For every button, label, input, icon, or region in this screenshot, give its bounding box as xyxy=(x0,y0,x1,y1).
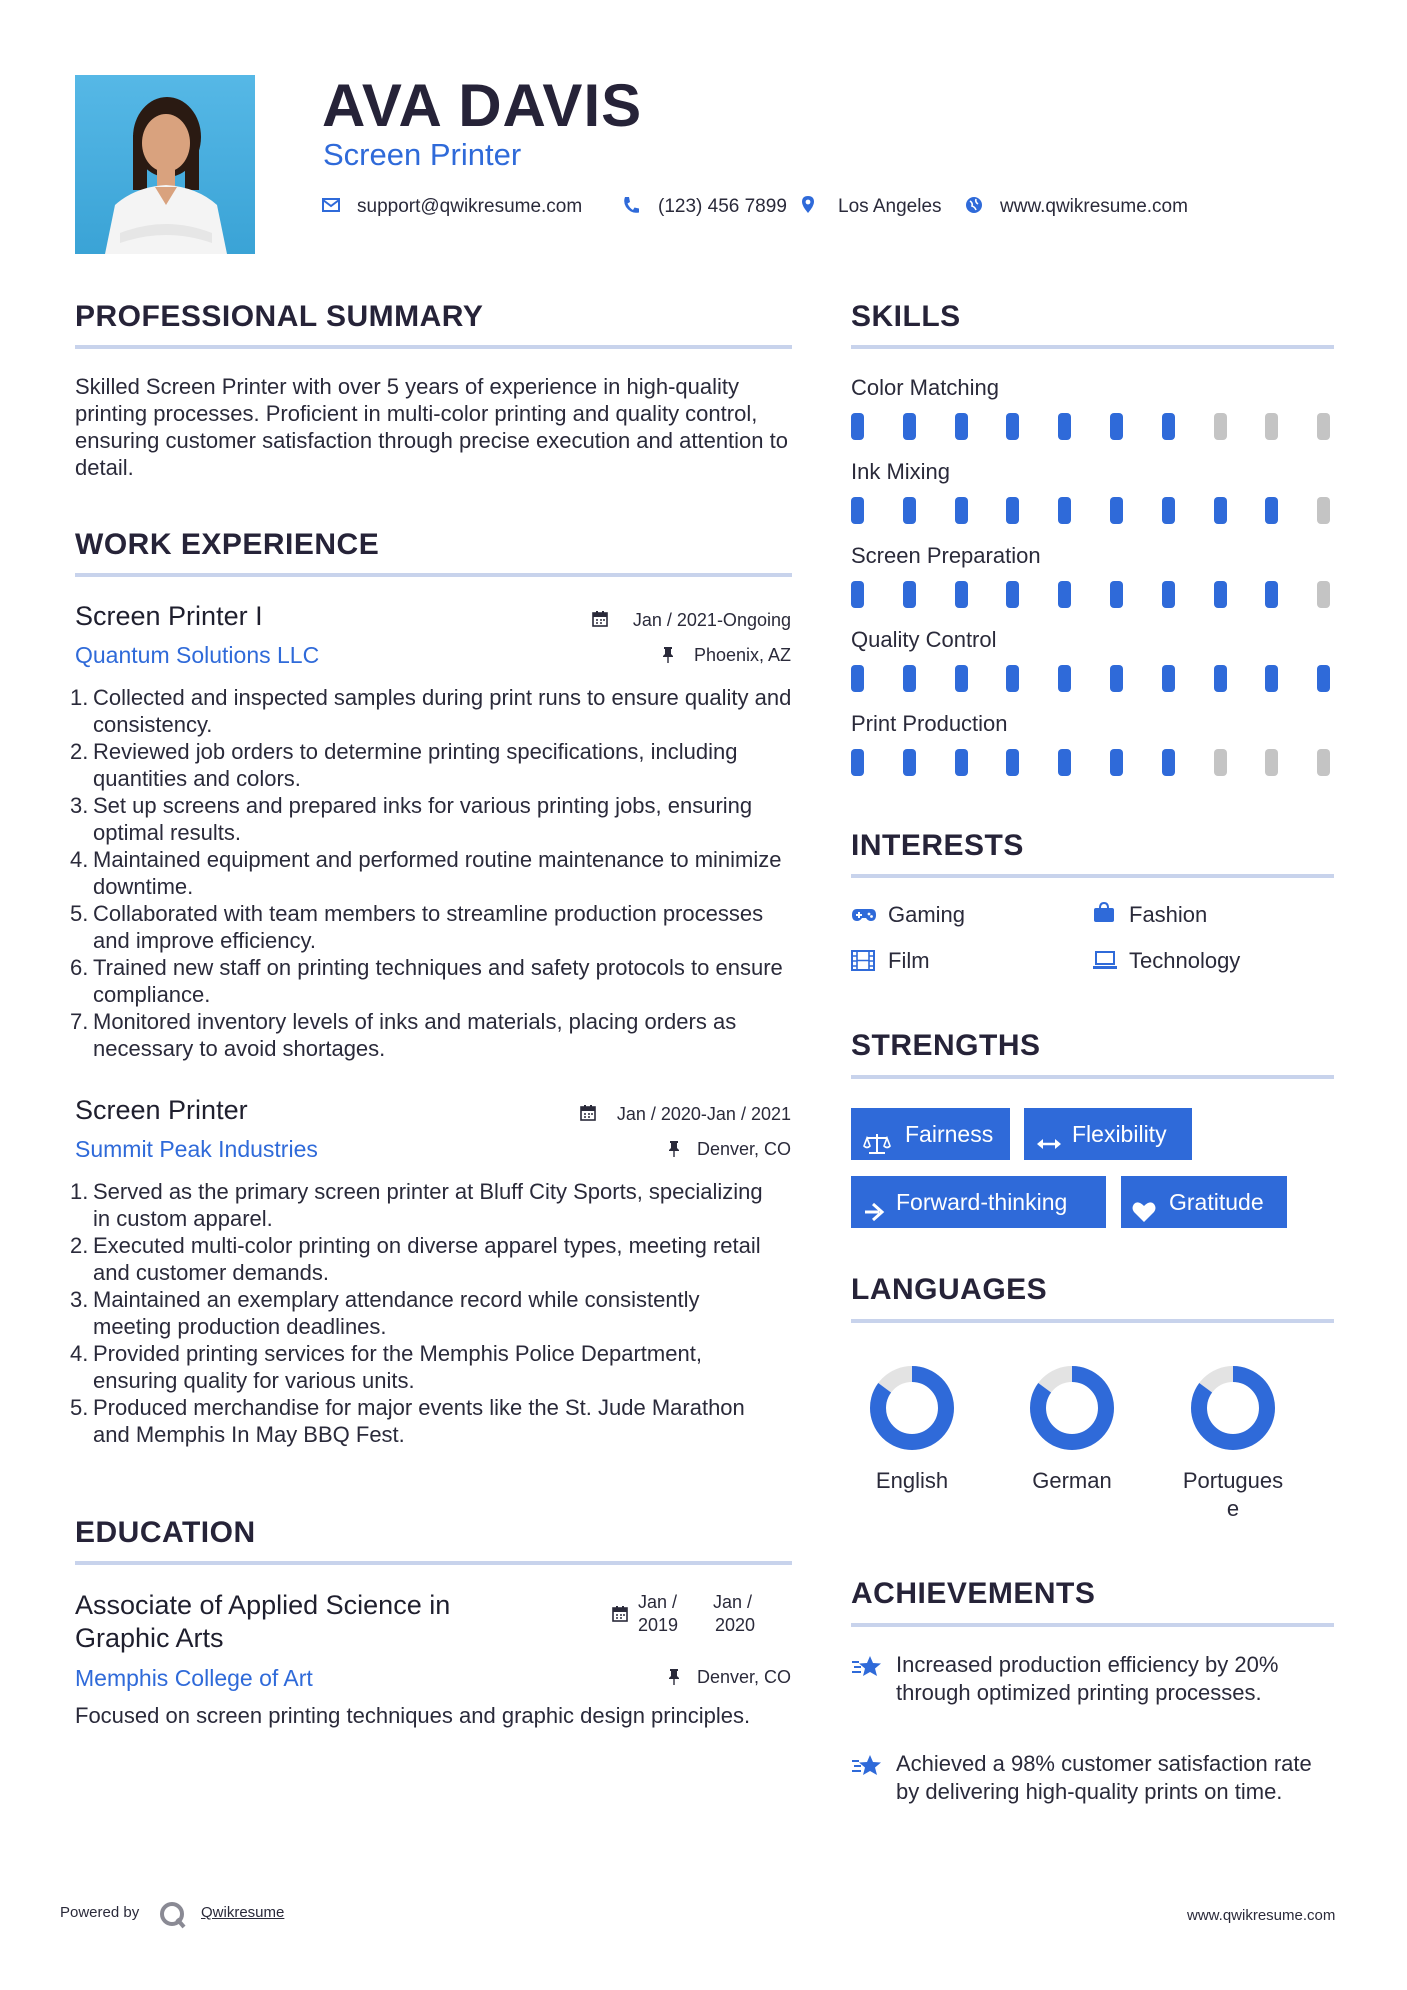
achievements-divider xyxy=(851,1623,1334,1627)
skill-dot-filled xyxy=(1214,497,1227,524)
brand-link[interactable]: Qwikresume xyxy=(201,1904,285,1921)
degree-title: Associate of Applied Science in Graphic Arts xyxy=(75,1590,451,1653)
calendar-icon xyxy=(612,1605,630,1623)
list-item: 3. Maintained an exemplary attendance record while consistently meeting production deadlines. xyxy=(70,1287,700,1339)
skill-dot-filled xyxy=(955,665,968,692)
language-label: English xyxy=(875,1468,949,1493)
laptop-icon xyxy=(1092,950,1118,972)
summary-divider xyxy=(75,345,792,349)
experience-divider xyxy=(75,573,792,577)
job-bullets xyxy=(70,1178,775,1448)
language-proficiency-ring xyxy=(862,1358,962,1458)
language-label: German xyxy=(1032,1468,1112,1493)
interest-label: Film xyxy=(888,948,930,973)
skill-dot-filled xyxy=(1110,497,1123,524)
skill-dot-filled xyxy=(903,497,916,524)
skill-dot-empty xyxy=(1214,749,1227,776)
skill-dot-filled xyxy=(1265,497,1278,524)
skill-dot-filled xyxy=(1058,413,1071,440)
skill-dot-filled xyxy=(851,581,864,608)
skill-dot-filled xyxy=(1265,665,1278,692)
skill-dot-filled xyxy=(851,749,864,776)
job-location: Phoenix, AZ xyxy=(693,645,791,665)
skill-dot-filled xyxy=(1162,665,1175,692)
education-start-month: Jan / xyxy=(638,1592,678,1612)
education-heading: EDUCATION xyxy=(75,1516,256,1549)
interest-label: Technology xyxy=(1129,948,1241,973)
language-label: Portugues e xyxy=(1182,1468,1284,1521)
skill-dot-empty xyxy=(1317,749,1330,776)
heart-icon xyxy=(1131,1190,1157,1214)
skill-dot-filled xyxy=(1214,581,1227,608)
candidate-name: AVA DAVIS xyxy=(322,72,643,139)
skill-dot-empty xyxy=(1317,497,1330,524)
skill-dot-filled xyxy=(903,665,916,692)
skill-dot-filled xyxy=(1110,413,1123,440)
skill-dot-filled xyxy=(903,749,916,776)
skill-dot-filled xyxy=(1162,413,1175,440)
arrow-right-icon xyxy=(863,1190,885,1214)
education-location: Denver, CO xyxy=(696,1667,791,1687)
list-item: 5. Produced merchandise for major events like the St. Jude Marathon and Memphis In May BBQ Fest. xyxy=(70,1395,745,1447)
language-proficiency-ring xyxy=(1022,1358,1122,1458)
company-name: Quantum Solutions LLC xyxy=(75,642,320,668)
contact-location: Los Angeles xyxy=(838,196,942,217)
pushpin-icon xyxy=(668,1668,682,1686)
education-description: Focused on screen printing techniques and graphic design principles. xyxy=(75,1703,751,1728)
pushpin-icon xyxy=(662,646,676,664)
skill-dot-empty xyxy=(1265,413,1278,440)
experience-heading: WORK EXPERIENCE xyxy=(75,528,380,561)
gamepad-icon xyxy=(851,905,877,927)
job-location: Denver, CO xyxy=(696,1139,791,1159)
job-dates: Jan / 2021-Ongoing xyxy=(632,610,791,630)
education-end-month: Jan / xyxy=(713,1592,753,1612)
skill-label: Print Production xyxy=(851,711,1008,736)
skill-dot-filled xyxy=(1317,665,1330,692)
skill-rating xyxy=(851,497,1341,525)
school-name: Memphis College of Art xyxy=(75,1665,313,1691)
strengths-heading: STRENGTHS xyxy=(851,1029,1041,1062)
skill-dot-filled xyxy=(1058,497,1071,524)
qwikresume-logo-icon xyxy=(158,1900,188,1930)
skill-dot-filled xyxy=(1058,665,1071,692)
education-divider xyxy=(75,1561,792,1565)
skill-dot-filled xyxy=(1110,665,1123,692)
shooting-star-icon xyxy=(851,1653,883,1681)
list-item: 4. Provided printing services for the Memphis Police Department, ensuring quality for various units. xyxy=(70,1341,702,1393)
skill-label: Color Matching xyxy=(851,375,999,400)
skill-dot-empty xyxy=(1317,581,1330,608)
strength-tag: Forward-thinking xyxy=(851,1176,1106,1228)
skill-dot-filled xyxy=(1058,581,1071,608)
interests-divider xyxy=(851,874,1334,878)
skill-dot-filled xyxy=(1006,665,1019,692)
globe-icon xyxy=(964,195,986,217)
profile-photo xyxy=(75,75,255,254)
strength-tag: Flexibility xyxy=(1024,1108,1192,1160)
skill-label: Ink Mixing xyxy=(851,459,951,484)
skill-dot-filled xyxy=(1110,581,1123,608)
interest-label: Gaming xyxy=(888,902,966,927)
strength-tag: Fairness xyxy=(851,1108,1010,1160)
list-item: 6. Trained new staff on printing techniques and safety protocols to ensure compliance. xyxy=(70,955,783,1007)
list-item: 7. Monitored inventory levels of inks and materials, placing orders as necessary to avoid shortages. xyxy=(70,1009,737,1061)
skill-dot-filled xyxy=(1162,581,1175,608)
film-icon xyxy=(851,950,875,972)
footer-website[interactable]: www.qwikresume.com xyxy=(1187,1907,1336,1924)
skill-label: Quality Control xyxy=(851,627,997,652)
skill-rating xyxy=(851,413,1341,441)
skill-dot-filled xyxy=(1006,413,1019,440)
skill-dot-filled xyxy=(903,413,916,440)
interest-label: Fashion xyxy=(1129,902,1208,927)
pushpin-icon xyxy=(668,1140,682,1158)
contact-email[interactable]: support@qwikresume.com xyxy=(357,196,583,217)
calendar-icon xyxy=(592,610,610,628)
list-item: 1. Collected and inspected samples during print runs to ensure quality and consistency. xyxy=(70,685,792,737)
job-title: Screen Printer xyxy=(75,1095,248,1125)
skill-dot-filled xyxy=(903,581,916,608)
skill-dot-filled xyxy=(1265,581,1278,608)
envelope-icon xyxy=(321,195,343,217)
skill-dot-filled xyxy=(1058,749,1071,776)
skill-dot-filled xyxy=(1006,581,1019,608)
skill-dot-filled xyxy=(851,413,864,440)
strengths-divider xyxy=(851,1075,1334,1079)
candidate-role: Screen Printer xyxy=(323,137,522,172)
skill-rating xyxy=(851,581,1341,609)
skill-dot-filled xyxy=(955,749,968,776)
balance-scale-icon xyxy=(863,1122,891,1146)
list-item: 2. Reviewed job orders to determine printing specifications, including quantities and colors. xyxy=(70,739,738,791)
education-start-year: 2019 xyxy=(638,1615,679,1635)
job-dates: Jan / 2020-Jan / 2021 xyxy=(616,1104,791,1124)
job-bullets xyxy=(70,684,795,1062)
skill-dot-empty xyxy=(1265,749,1278,776)
skill-dot-empty xyxy=(1214,413,1227,440)
shopping-bag-icon xyxy=(1092,901,1116,925)
interests-heading: INTERESTS xyxy=(851,829,1024,862)
powered-by-label: Powered by xyxy=(60,1904,140,1921)
language-proficiency-ring xyxy=(1183,1358,1283,1458)
skill-dot-filled xyxy=(851,665,864,692)
list-item: 1. Served as the primary screen printer at Bluff City Sports, specializing in custom apparel. xyxy=(70,1179,763,1231)
summary-heading: PROFESSIONAL SUMMARY xyxy=(75,300,484,333)
arrows-horizontal-icon xyxy=(1036,1122,1062,1146)
skill-dot-filled xyxy=(1006,497,1019,524)
skill-dot-filled xyxy=(955,581,968,608)
list-item: 2. Executed multi-color printing on diverse apparel types, meeting retail and customer demands. xyxy=(70,1233,761,1285)
skill-label: Screen Preparation xyxy=(851,543,1041,568)
list-item: 4. Maintained equipment and performed routine maintenance to minimize downtime. xyxy=(70,847,782,899)
languages-heading: LANGUAGES xyxy=(851,1273,1048,1306)
achievement-text: Increased production efficiency by 20% through optimized printing processes. xyxy=(896,1652,1279,1705)
shooting-star-icon xyxy=(851,1752,883,1780)
job-title: Screen Printer I xyxy=(75,601,263,631)
skills-divider xyxy=(851,345,1334,349)
skill-dot-empty xyxy=(1317,413,1330,440)
map-pin-icon xyxy=(800,195,822,217)
skill-dot-filled xyxy=(1110,749,1123,776)
languages-divider xyxy=(851,1319,1334,1323)
skill-rating xyxy=(851,749,1341,777)
skill-dot-filled xyxy=(955,413,968,440)
education-end-year: 2020 xyxy=(715,1615,756,1635)
list-item: 3. Set up screens and prepared inks for various printing jobs, ensuring optimal results. xyxy=(70,793,753,845)
phone-icon xyxy=(622,195,644,217)
skill-dot-filled xyxy=(851,497,864,524)
list-item: 5. Collaborated with team members to streamline production processes and improve efficiency. xyxy=(70,901,764,953)
strength-tag: Gratitude xyxy=(1121,1176,1287,1228)
achievements-heading: ACHIEVEMENTS xyxy=(851,1577,1096,1610)
skill-dot-filled xyxy=(1162,749,1175,776)
skill-dot-filled xyxy=(1006,749,1019,776)
skill-dot-filled xyxy=(1162,497,1175,524)
company-name: Summit Peak Industries xyxy=(75,1136,318,1162)
summary-text: Skilled Screen Printer with over 5 years of experience in high-quality printing processes. Proficient in multi-color printing and quality control, ensuring customer satisfaction through precise execution and attention to detail. xyxy=(75,374,788,480)
achievement-text: Achieved a 98% customer satisfaction rate by delivering high-quality prints on time. xyxy=(896,1751,1312,1804)
skills-heading: SKILLS xyxy=(851,300,961,333)
calendar-icon xyxy=(580,1104,598,1122)
contact-website[interactable]: www.qwikresume.com xyxy=(1000,196,1188,217)
skill-rating xyxy=(851,665,1341,693)
skill-dot-filled xyxy=(955,497,968,524)
contact-phone[interactable]: (123) 456 7899 xyxy=(658,196,787,217)
skill-dot-filled xyxy=(1214,665,1227,692)
person-portrait-icon xyxy=(75,75,255,254)
